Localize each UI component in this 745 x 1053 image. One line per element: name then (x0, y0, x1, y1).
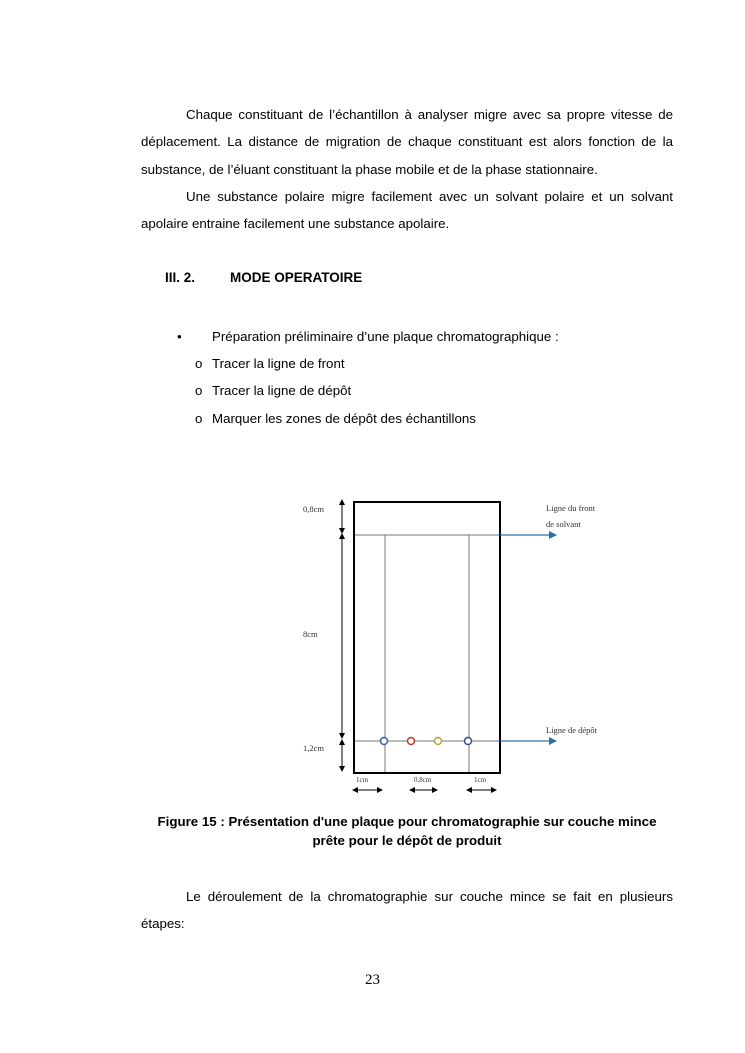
page-number: 23 (365, 972, 380, 988)
bullet-text: Préparation préliminaire d’une plaque chromatographique : (212, 329, 559, 344)
sub-item-text: Tracer la ligne de dépôt (212, 383, 352, 398)
conclusion-paragraph: Le déroulement de la chromatographie sur couche mince se fait en plusieurs étapes: (141, 889, 673, 932)
dim-label-middle: 8cm (303, 629, 318, 639)
sub-marker: o (195, 383, 203, 398)
sub-item-text: Marquer les zones de dépôt des échantillons (212, 411, 476, 426)
sub-marker: o (195, 356, 203, 371)
spot-2 (408, 738, 415, 745)
spot-3 (435, 738, 442, 745)
bottom-dim-left: 1cm (356, 776, 369, 784)
intro-paragraph-2: Une substance polaire migre facilement avec un solvant polaire et un solvant apolaire entraine facilement une substance apolaire. (141, 189, 673, 232)
sub-item-1 (195, 356, 345, 371)
figure-caption: Figure 15 : Présentation d'une plaque pour chromatographie sur couche mince prête pour le dépôt de produit (157, 814, 657, 848)
sub-item-3 (195, 411, 476, 426)
dim-label-bottom: 1,2cm (303, 743, 325, 753)
intro-paragraph-1: Chaque constituant de l’échantillon à analyser migre avec sa propre vitesse de déplacement. La distance de migration de chaque constituant est alors fonction de la substance, de l’éluant constituant la phase mobile et de la phase stationnaire. (141, 107, 673, 177)
sub-marker: o (195, 411, 203, 426)
bullet-marker: • (177, 329, 182, 344)
sub-item-text: Tracer la ligne de front (212, 356, 345, 371)
sub-item-2 (195, 383, 351, 398)
section-heading (165, 270, 362, 285)
plate-outline (354, 502, 500, 773)
tlc-plate-diagram (0, 495, 745, 800)
bottom-dim-middle: 0,8cm (414, 776, 432, 784)
section-number: III. 2. (165, 270, 196, 285)
dim-label-top: 0,8cm (303, 504, 325, 514)
section-title: MODE OPERATOIRE (230, 270, 363, 285)
bullet-item (177, 329, 559, 344)
spot-1 (381, 738, 388, 745)
deposit-label: Ligne de dépôt (546, 725, 597, 735)
bottom-dim-right: 1cm (474, 776, 487, 784)
front-label-line1: Ligne du front (546, 503, 596, 513)
spot-4 (465, 738, 472, 745)
front-label-line2: de solvant (546, 519, 581, 529)
